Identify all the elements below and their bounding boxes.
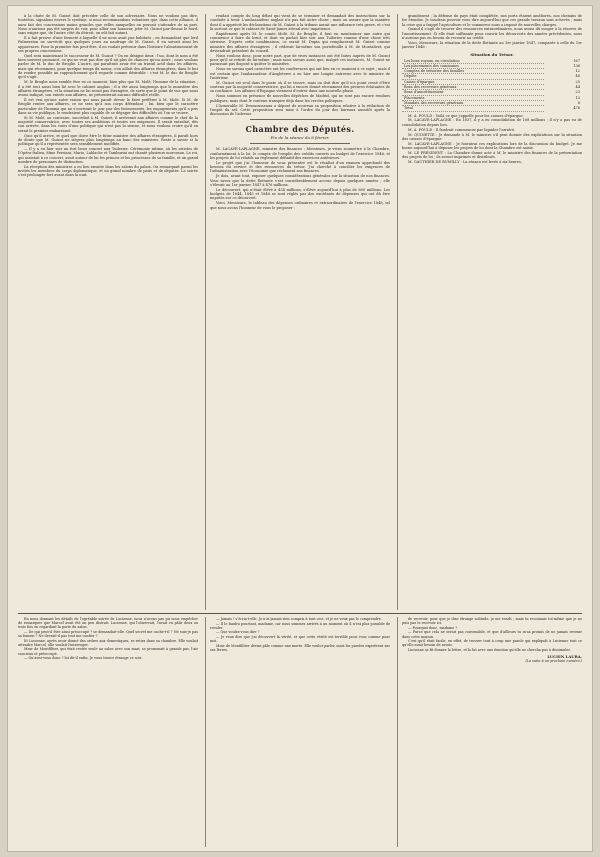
paragraph: rendait compte du long débat qui vient de se terminer et demandait des instructions sur la conduite à tenir. L'ambassadeur anglais n'a pas fait autre chose ; mais on assure que la manière dont il a apprécié les déclarations de M. Guizot à la tribune aurait une influence très grave, et c'est là surtout ce que le cabinet de Saint-James attend avec impatience.: [210, 14, 390, 31]
paragraph: — Pourquoi donc, madame ?: [408, 625, 458, 630]
table-row-value: 12: [575, 69, 580, 74]
table-row-value: 167: [573, 58, 580, 63]
table-row-value: 136: [573, 63, 580, 68]
paragraph: grandissent ; la défense du pays était complétée, nos ports étaient améliorés, nos chemins de fer étendus. Je voudrais pouvoir vous dire aujourd'hui que ces grands travaux sont achevés ; mais la crise qui a frappé l'agriculture et le commerce nous a imposé de nouvelles charges.: [402, 14, 582, 27]
paragraph: Je dois, avant tout, exposer quelques considérations générales sur la situation de nos finances. Vous savez que la dette flottante s'est considérablement accrue depuis quelques années ; elle s'élevait au 1er janvier 1847 à 476 millions.: [210, 174, 390, 187]
paragraph: En nous donnant les détails de l'agréable soirée de Lucienne, nous n'avons pas pu nous empêcher de remarquer que Marcel avait été un peu distrait. Lucienne, qui l'observait, l'avait vu pâlir deux ou trois fois en regardant la porte du salon.: [18, 617, 198, 630]
paragraph: Mme de Montfiltier, qui était restée seule au salon avec son mari, se promenait à grands pas, l'air soucieux et préoccupé.: [18, 647, 198, 656]
table-row-label: Placements: [402, 95, 544, 100]
column-1: [18, 14, 198, 610]
feuilleton-column-3: [402, 617, 582, 847]
paragraph: M. GAUTHIER DE RUMILLY : La séance est levée à six heures.: [408, 160, 522, 165]
feuilleton-column-1: [18, 617, 198, 847]
column-divider: [397, 617, 398, 847]
paragraph: Voici, Messieurs, le tableau des dépenses ordinaires et extraordinaires de l'exercice 1848, tel que nous avons l'honneur de vous le proposer :: [210, 201, 390, 210]
feuilleton-column-2: [210, 617, 390, 847]
table-row-label: Dépôts: [402, 74, 544, 79]
paragraph: Rapidement après M. le comte Molé, M. de Broglie, il faut en mentionner une autre qui commence à faire du bruit, et dont on parlait hier soir aux Tuileries comme d'une chose très sérieuse. D'après cette combinaison, ce serait M. Dupin qui remplacerait M. Guizot comme ministre des affaires étrangères ; il céderait lui-même son portefeuille à M. de Montalivet, qui deviendrait président du conseil.: [210, 31, 390, 53]
table-row-value: 48: [575, 74, 580, 79]
paragraph: — Parce que cela ne serait pas convenable, et que d'ailleurs tu m'as promis de ne jamais revenir dans cette maison.: [402, 630, 582, 639]
treasury-table: [402, 59, 582, 112]
separator-rule: [250, 143, 350, 144]
table-row-label: Les bons royaux, en circulation: [402, 59, 544, 64]
column-divider: [205, 14, 206, 610]
paragraph: — Je veux dire que j'ai découvert la vérité, et que cette vérité est terrible pour vous comme pour moi.: [210, 635, 390, 644]
feuilleton-rule: [18, 613, 582, 614]
paragraph: C'est qu'il était facile, en effet, de trouver tout à coup une parole qui expliquât à Lucienne tout ce qu'elle avait besoin de savoir.: [402, 639, 582, 648]
paragraph: M. A. FOULD : Voilà ce que j'appelle pour les caisses d'épargne.: [408, 113, 524, 118]
table-row: [402, 106, 582, 111]
column-2: [210, 14, 390, 610]
table-row-value: 8: [577, 100, 580, 105]
table-row-label: Bons des receveurs généraux: [402, 85, 544, 90]
paragraph: M. LE PRÉSIDENT : La Chambre donne acte à M. le ministre des finances de la présentation des projets de loi ; ils seront imprimés et distribués.: [402, 150, 582, 160]
paragraph: — Que voulez-vous dire ?: [216, 630, 260, 635]
table-row-label: Total: [402, 106, 544, 111]
table-row-label: Les placements des communes: [402, 63, 544, 68]
paragraph: — Jamais ! s'écria-t-elle. Je n'ai jamais rien compris à tout ceci, et je ne veux pas le comprendre.: [216, 617, 382, 621]
author-signature: LUCIEN LAURA.: [547, 654, 582, 660]
paragraph: — Il y a eu hier soir un fort beau concert aux Tuileries. Cérémonie intime, où les artistes de l'Opéra-Italien, Mme Persiani, Mario, Lablache et Tamburini ont chanté plusieurs morceaux. Le roi, qui assistait à ce concert, avait autour de lui les princes et les princesses de sa famille, et un grand nombre de personnes de distinction.: [18, 147, 198, 164]
paragraph: — De qui peut-il être ainsi préoccupé ? se demandait-elle. Quel secret me cache-t-il ? Ne suis-je pas sa femme ? Ne devrait-il pas tout me confier ?: [18, 629, 198, 638]
paragraph: Et Lucienne, après avoir donné des ordres aux domestiques, se retira dans sa chambre. Elle voulait attendre Marcel, elle voulait l'interroger.: [18, 638, 198, 647]
newspaper-page: [8, 6, 592, 851]
table-row-label: Comptes de trésorier des familles: [402, 69, 544, 74]
paragraph: — Il le faudra pourtant, madame, car nous sommes arrivés à un moment où il n'est plus possible de reculer.: [210, 621, 390, 630]
paragraph: Il a fait preuve d'une fermeté à laquelle il ne nous avait pas habitués ; en demandant que lord Palmerston ne survécût que quelques jours au naufrage de M. Guizot, il en suivait ainsi les apparences. Pour la première fois peut-être, il en voulait prévenir dans l'histoire l'aboutissement de ses propres concessions.: [18, 36, 198, 53]
column-3: [402, 14, 582, 610]
column-divider: [205, 617, 206, 847]
table-row-value: 23: [575, 90, 580, 95]
table-row-label: Mandats des receveurs généraux: [402, 100, 544, 105]
paragraph: Quel sera maintenant le successeur de M. Guizot ? On en désigne deux : l'un, dont le nom a été bien souvent prononcé, ce qui ne veut pas dire qu'il ait plus de chances qu'un autre ; nous voulons parler de M. le duc de Broglie. L'autre, qui paraîtrait avoir été un travail actif dans les affaires, mais qui récemment, pour quelque temps du moins, s'en aillait des affaires étrangères, dans le but de rendre possible un rapprochement qu'il regarde comme désirable : c'est M. le duc de Broglie qu'il s'agit.: [18, 53, 198, 80]
paragraph: Quoi qu'il arrive, et quel que doive être le futur ministre des affaires étrangères, il paraît hors de doute que M. Guizot ne siégera plus longtemps au banc des ministres. Reste à savoir si la politique qu'il a représentée sera sensiblement modifiée.: [18, 133, 198, 147]
paragraph: Nous sommes en présence de nouvelles dépêches de Madrid, qui ne sont pas encore rendues publiques, mais dont le contenu transpire déjà dans les cercles politiques.: [210, 94, 390, 103]
paragraph: M. Guizot est seul dans le poste où il se trouve, mais on doit dire qu'il n'a point cessé d'être soutenu par la majorité conservatrice, qui lui a encore donné récemment des preuves éclatantes de sa confiance. Les affaires d'Espagne viennent d'entrer dans une nouvelle phase.: [210, 80, 390, 94]
paragraph: M. A. FOULD : Il faudrait commencer par liquider l'arriéré.: [408, 127, 516, 132]
paragraph: M. QUINETTE : Je demande à M. le ministre s'il peut donner des explications sur la situation des caisses d'épargne.: [402, 132, 582, 141]
paragraph: Quand il s'agit de trouver des ressources extraordinaires, nous avons dû songer à la réserve de l'amortissement. Si elle était suffisante pour couvrir les découverts des années précédentes, nous n'aurions pas eu besoin de recourir au crédit.: [402, 27, 582, 41]
paragraph: M. LACAVE-LAPLAGNE : Je fournirai ces explications lors de la discussion du budget. Je me borne aujourd'hui à déposer les projets de loi dont la Chambre est saisie.: [402, 141, 582, 150]
paragraph: Lucienne se fit donner la lettre, et la lut avec une émotion qu'elle ne chercha pas à dissimuler.: [408, 648, 571, 653]
continued-note: (La suite à un prochain numéro.): [525, 659, 582, 664]
paragraph: Nous voulons donc, pour notre part, que de vives instances ont été faites auprès de M. Guizot pour qu'il se retirât de lui-même ; mais nous savons aussi que, malgré ces instances, M. Guizot ne paraissait pas disposé à quitter le ministère.: [210, 53, 390, 67]
paragraph: Le projet que j'ai l'honneur de vous présenter est le résultat d'un examen approfondi des besoins du service et des ressources du trésor. J'ai cherché à concilier les exigences de l'administration avec l'économie que réclament nos finances.: [210, 160, 390, 174]
paragraph: de recevoir, pour que je dise étrange solitude, je me rends ; mais tu reconnais toi-même que je ne puis pas te recevoir ici.: [402, 617, 582, 626]
paragraph: L'honorable M. Desmousseaux a déposé de nouveau sa proposition relative à la réduction de l'impôt du sel. Cette proposition sera mise à l'ordre du jour des bureaux aussitôt après la discussion de l'adresse.: [210, 103, 390, 117]
table-row-label: Caisse d'épargne: [402, 79, 544, 84]
table-row-value: 476: [573, 106, 580, 111]
paragraph: — Qu'avez-vous donc ? lui dit-il enfin. Je vous trouve étrange ce soir.: [24, 656, 142, 661]
paragraph: M. LACAVE-LAPLAGNE, ministre des finances : Messieurs, je viens soumettre à la Chambre, conformément à la loi, le compte de l'emploi des crédits ouverts au budget de l'exercice 1846, et les projets de loi relatifs au règlement définitif des exercices antérieurs.: [210, 147, 390, 160]
separator-rule: [250, 119, 350, 120]
section-title: Chambre des Députés.: [245, 124, 355, 135]
column-divider: [397, 14, 398, 610]
paragraph: M. LACAVE-LAPLAGNE : En 1837, il y a eu consolidation de 108 millions ; il n'y a pas eu de consolidation depuis lors.: [402, 118, 582, 127]
paragraph: Il est vrai qu'une autre raison qui nous paraît devoir le faire préférer à M. Molé. Si M. de Broglie rentre aux affaires, ce ne sera qu'à son corps défendant ; lui, bien que le caractère particulier de l'homme qui ne s'ouvrirait le jour par des froissements, les engagements qu'il a pris dans sa vie publique, le rendraient plus capable de se dégager des difficultés où l'on se trouve.: [18, 98, 198, 115]
table-row-label: Bons d'amortissement: [402, 90, 544, 95]
paragraph: Voici, Messieurs, la situation de la dette flottante au 1er janvier 1847, comparée à celle du 1er janvier 1846 :: [402, 40, 582, 50]
paragraph: La réception des ministres a eu lieu ensuite dans les salons du palais. On remarquait parmi les invités les membres du corps diplomatique, et un grand nombre de pairs et de députés. La soirée s'est prolongée fort avant dans la nuit.: [18, 164, 198, 178]
table-row-value: 25: [575, 79, 580, 84]
table-row-value: 13: [575, 95, 580, 100]
main-columns: [18, 14, 582, 610]
paragraph: Nous ne savons quel caractère ont les conférences qui ont lieu en ce moment à ce sujet ; mais il est certain que l'ambassadeur d'Angleterre a eu hier une longue entrevue avec le ministre de l'intérieur.: [210, 67, 390, 80]
section-subtitle: Fin de la séance du 8 février.: [270, 135, 330, 141]
paragraph: à la chute de M. Guizot doit précéder celle de son adversaire. Nous ne voulons pas dire, toutefois, signalons envers le système, si nous recommandons volontiers que, dans cette alliance, il aura fait des concessions moins grandes que celles auxquelles on pouvait s'attendre de sa part. Nous n'aurions pas été surpris de voir, pour allier son honneur, jeter M. Guizot par-dessus le bord, sans exiger que, de l'autre côté du détroit, on eût fait autant.: [18, 14, 198, 36]
feuilleton: [18, 617, 582, 847]
paragraph: Le découvert, qui n'était élevé à 434 millions, s'élève aujourd'hui à plus de 600 millions. Les budgets de 1844, 1845 et 1846 se sont réglés par des excédants de dépenses qui ont dû être imputés sur ce découvert.: [210, 187, 390, 201]
paragraph: Mme de Montfiltier devint pâle comme une morte. Elle voulut parler, mais les paroles expirèrent sur ses lèvres.: [210, 643, 390, 653]
table-title: Situation du Trésor.: [470, 51, 514, 57]
paragraph: Si M. Molé, au contraire, succédait à M. Guizot, il arriverait aux affaires comme le chef de la majorité conservatrice, avec toutes ses ambitions et toutes ses exigences. Il serait entraîné, dès son arrivée, dans les voies d'une politique qui n'est pas la sienne, et nous voulons croire qu'il en serait le premier embarrassé.: [18, 115, 198, 133]
table-row-value: 44: [575, 85, 580, 90]
paragraph: M. le Broglie nous semble être en ce moment, bien plus que M. Molé, l'homme de la situation ; il a été tout aussi bien lié avec le cabinet anglais ; il a été aussi longtemps que le ministère des affaires étrangères, et la situation ne lui serait pas étrangère, de sorte que le point de vue que nous avons indiqué, son entrée aux affaires, ne présenterait aucune difficulté réelle.: [18, 80, 198, 98]
